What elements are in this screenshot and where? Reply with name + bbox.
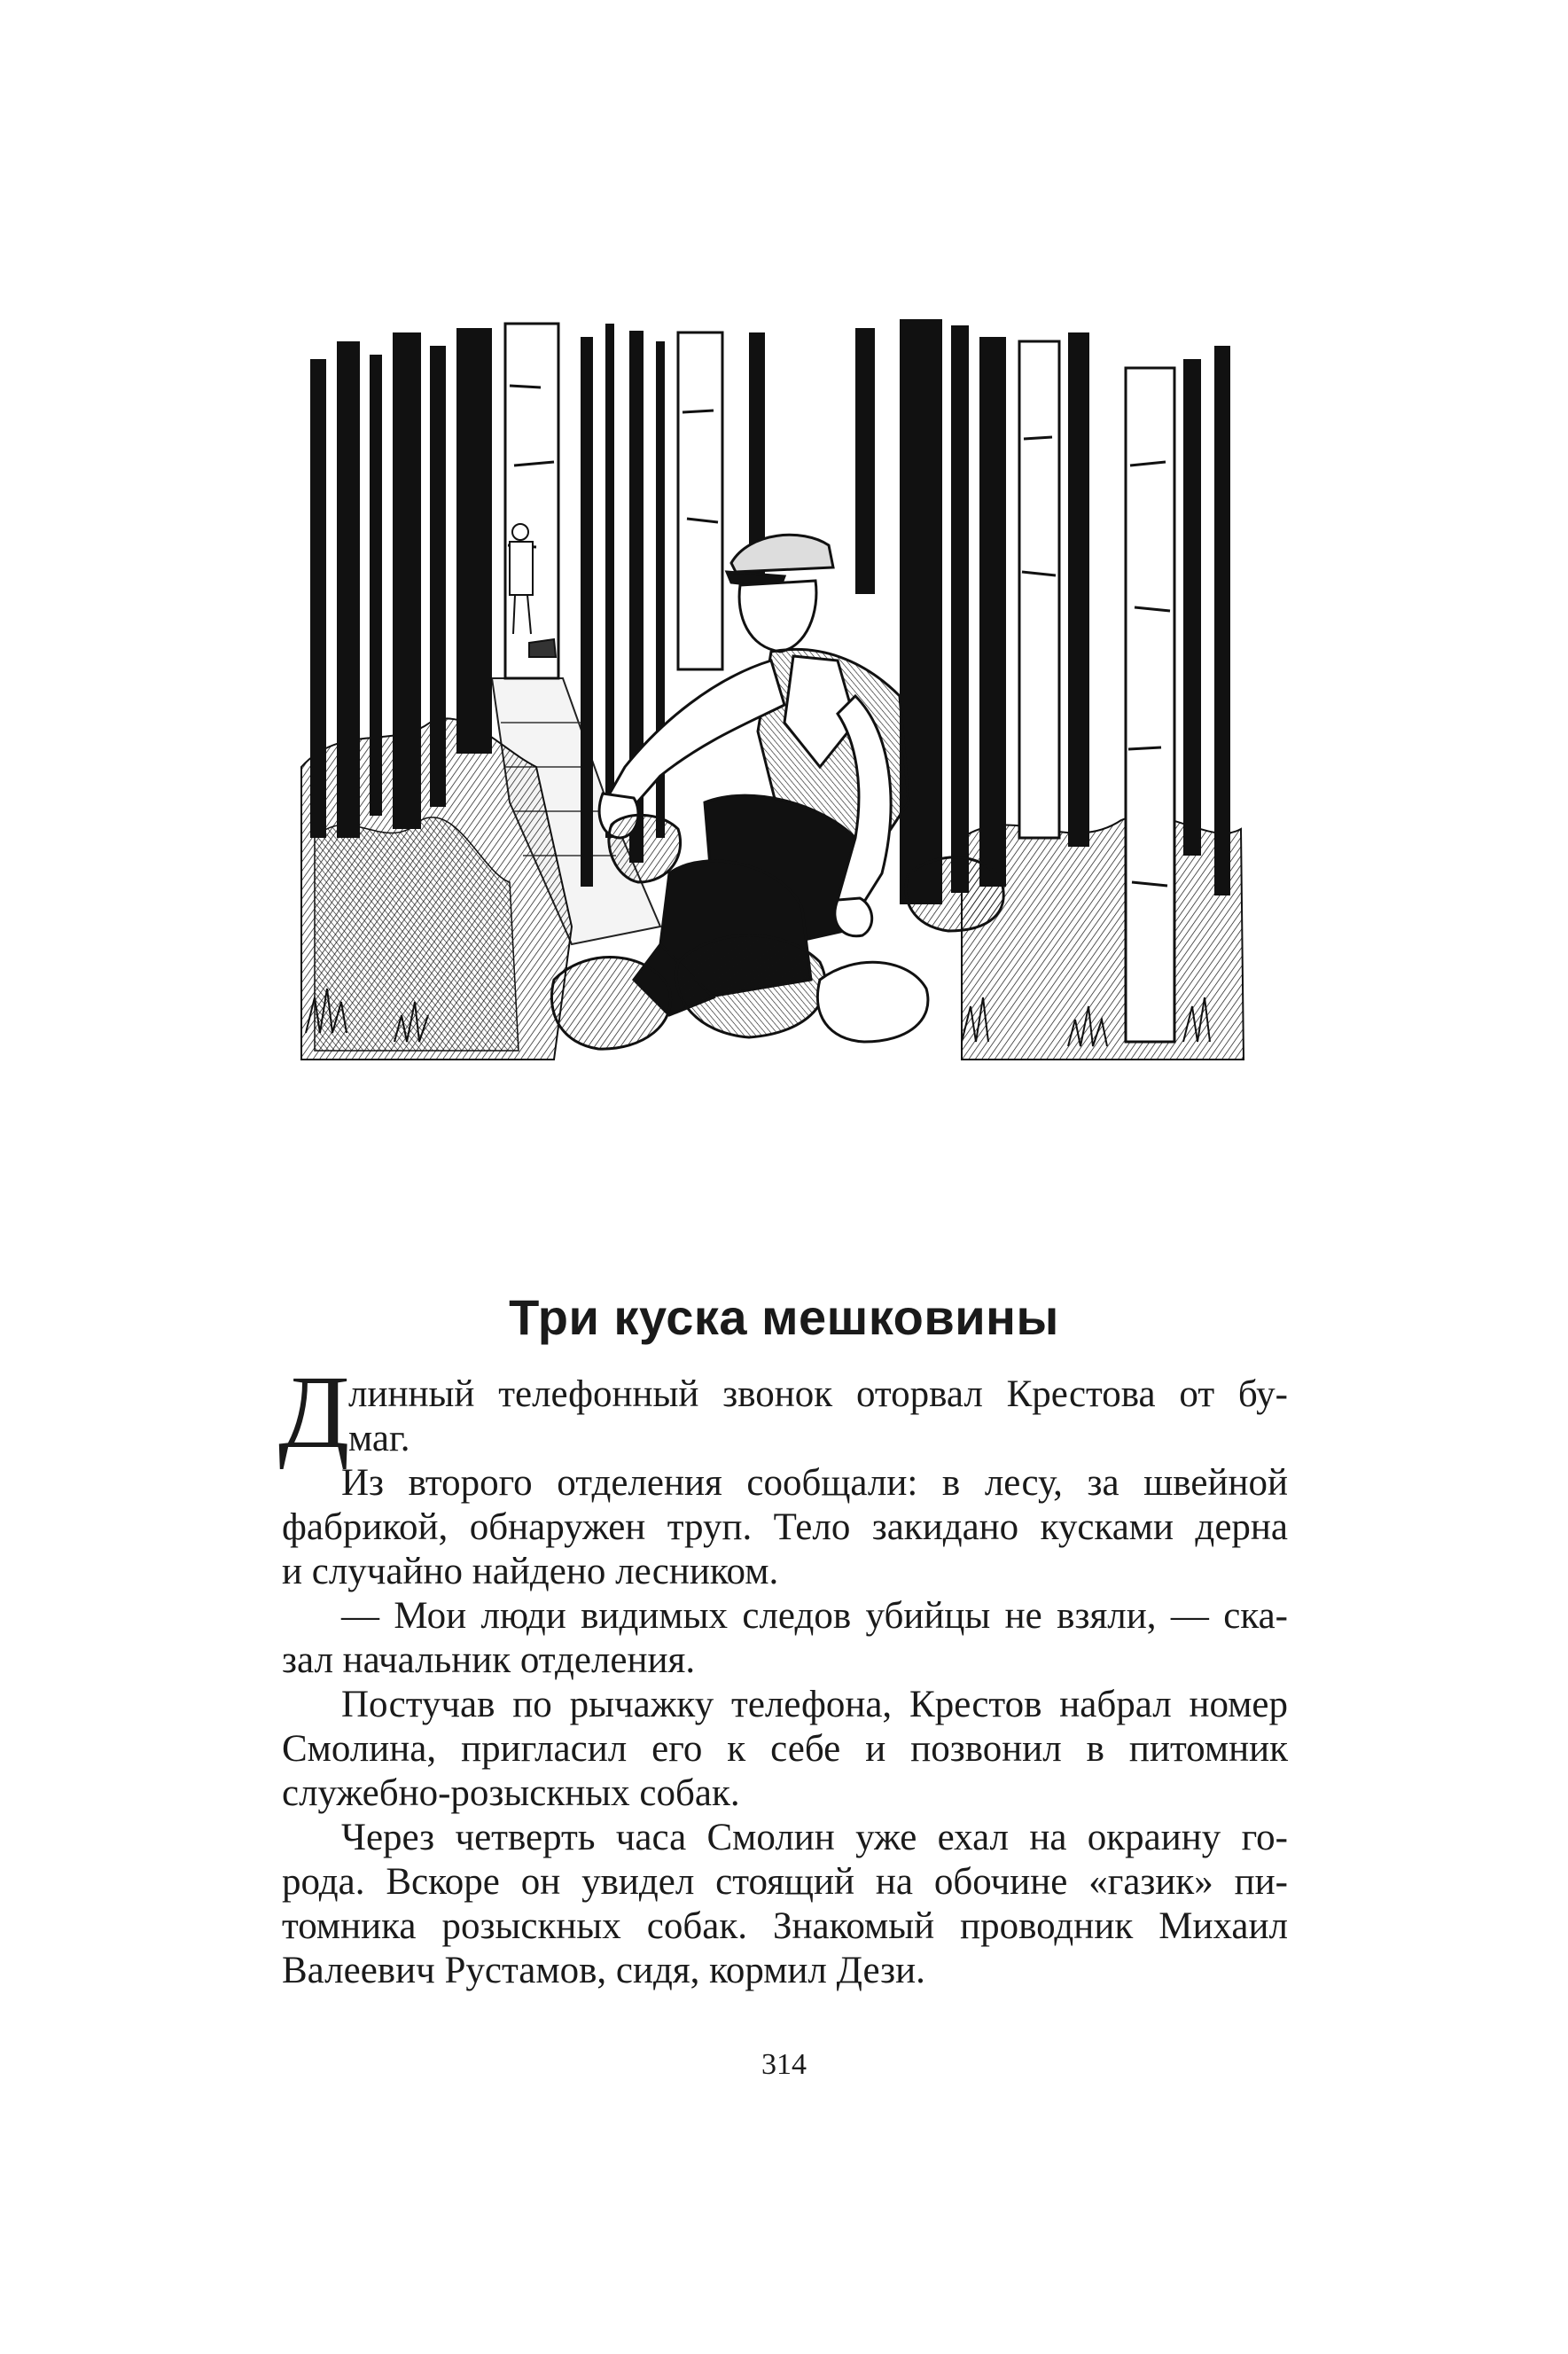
text-line: Валеевич Рустамов, сидя, кормил Дези. xyxy=(282,1950,925,1991)
chapter-title: Три куска мешковины xyxy=(509,1289,1059,1345)
text-line: — Мои люди видимых следов убийцы не взяли, — ска- xyxy=(341,1595,1288,1637)
text-line: Из второго отделения сообщали: в лесу, за швейной xyxy=(341,1462,1288,1504)
text-line: служебно-розыскных собак. xyxy=(282,1772,740,1814)
text-line: зал начальник отделения. xyxy=(282,1639,696,1681)
text-line: маг. xyxy=(348,1418,410,1459)
text-line: линный телефонный звонок оторвал Крестова от бу- xyxy=(348,1373,1288,1415)
text-line: рода. Вскоре он увидел стоящий на обочине «газик» пи- xyxy=(282,1861,1288,1903)
text-line: Постучав по рычажку телефона, Крестов набрал номер xyxy=(341,1684,1288,1725)
drop-cap: Д xyxy=(278,1354,350,1470)
text-line: Смолина, пригласил его к себе и позвонил в питомник xyxy=(282,1728,1288,1770)
text-line: томника розыскных собак. Знакомый проводник Михаил xyxy=(282,1905,1288,1947)
text-line: Через четверть часа Смолин уже ехал на окраину го- xyxy=(341,1817,1288,1858)
page-number: 314 xyxy=(761,2048,807,2081)
text-line: и случайно найдено лесником. xyxy=(282,1551,779,1592)
body-text xyxy=(282,1373,1288,1993)
text-line: фабрикой, обнаружен труп. Тело закидано кусками дерна xyxy=(282,1506,1288,1548)
forest-officer-illustration xyxy=(288,306,1259,1064)
